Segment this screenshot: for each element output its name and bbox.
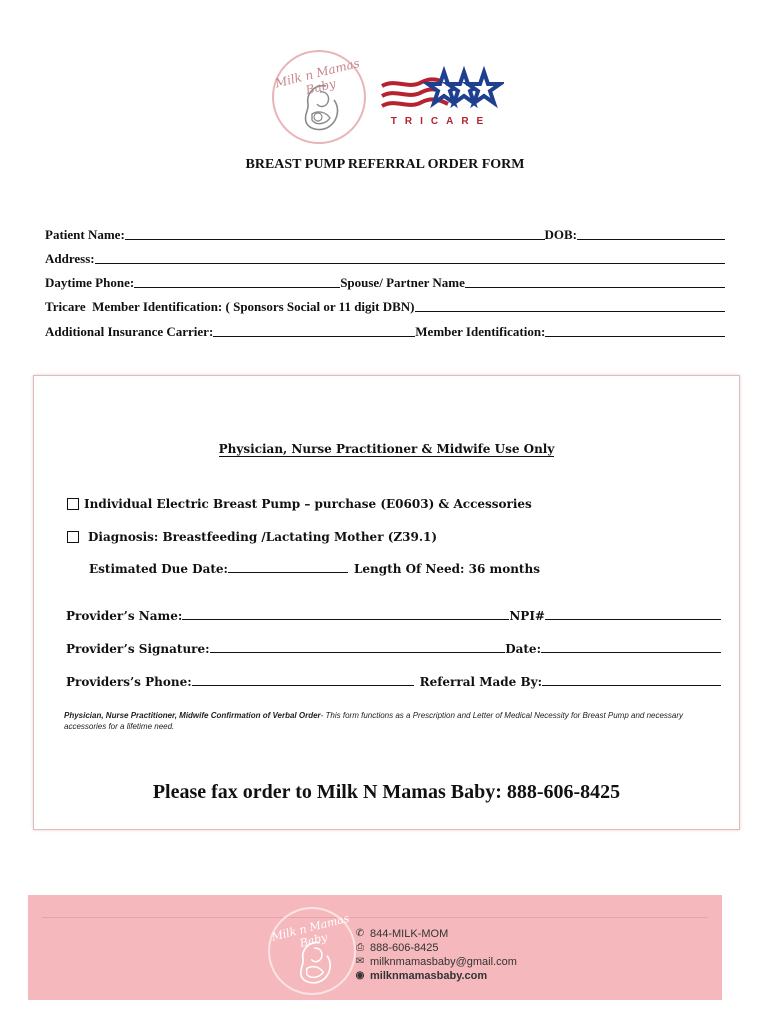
contact-fax-text: 888-606-8425 (370, 942, 439, 954)
globe-icon: ◉ (355, 970, 365, 981)
due-date-label: Estimated Due Date: (89, 562, 228, 576)
provider-name-row (66, 609, 721, 623)
tricare-id-label: Tricare Member Identification: ( Sponsors Social or 11 digit DBN) (45, 299, 415, 314)
date-label: Date: (505, 642, 541, 656)
footer-divider (42, 917, 708, 918)
daytime-phone-field[interactable] (134, 287, 340, 288)
phone-icon: ✆ (355, 928, 365, 939)
provider-name-label: Provider’s Name: (66, 609, 183, 623)
diagnosis-label: Diagnosis: Breastfeeding /Lactating Mother (Z39.1) (88, 530, 438, 544)
due-date-field[interactable] (228, 572, 348, 573)
breast-pump-label: Individual Electric Breast Pump – purchase (E0603) & Accessories (84, 497, 532, 511)
footer-logo-text: Milk n Mamas Baby (270, 911, 351, 950)
provider-name-field[interactable] (182, 619, 509, 620)
insurance-carrier-field[interactable] (213, 336, 415, 337)
provider-phone-field[interactable] (192, 685, 414, 686)
provider-phone-label: Providers’s Phone: (66, 675, 192, 689)
tricare-logo (378, 66, 504, 132)
fax-icon: ⎙ (356, 942, 364, 953)
dob-field[interactable] (577, 239, 725, 240)
referral-made-by-field[interactable] (542, 685, 721, 686)
milk-n-mamas-logo (272, 50, 366, 144)
verbal-order-note (64, 710, 714, 732)
contact-phone-text: 844-MILK-MOM (370, 928, 449, 940)
provider-phone-row (66, 675, 721, 689)
breast-pump-checkbox[interactable] (67, 498, 79, 510)
patient-name-row (45, 225, 725, 243)
mother-baby-icon (296, 82, 346, 134)
member-id-label: Member Identification: (415, 324, 546, 339)
daytime-phone-label: Daytime Phone: (45, 275, 135, 290)
mail-icon: ✉ (355, 956, 365, 967)
contact-email (354, 955, 517, 969)
fax-instruction: Please fax order to Milk N Mamas Baby: 888-606-8425 (152, 781, 621, 803)
spouse-partner-label: Spouse/ Partner Name (340, 275, 465, 290)
date-field[interactable] (541, 652, 721, 653)
referral-made-by-label: Referral Made By: (419, 675, 543, 689)
address-label: Address: (45, 251, 95, 266)
provider-section (33, 375, 740, 830)
dob-label: DOB: (544, 227, 577, 242)
provider-section-title: Physician, Nurse Practitioner & Midwife Use Only (218, 442, 555, 456)
insurance-row (45, 322, 725, 340)
npi-label: NPI# (509, 609, 545, 623)
breast-pump-item (67, 497, 532, 511)
contact-email-text: milknmamasbaby@gmail.com (370, 956, 517, 968)
provider-signature-label: Provider’s Signature: (66, 642, 210, 656)
note-bold-text: Physician, Nurse Practitioner, Midwife Confirmation of Verbal Order (64, 711, 321, 720)
tricare-flag-stars-icon (378, 66, 504, 114)
tricare-id-row (45, 297, 725, 315)
footer-mother-baby-icon (292, 939, 338, 987)
phone-row (45, 273, 725, 291)
address-field[interactable] (95, 263, 725, 264)
contact-phone (354, 927, 517, 941)
contact-website-text: milknmamasbaby.com (370, 970, 488, 982)
spouse-partner-field[interactable] (465, 287, 725, 288)
contact-fax (354, 941, 517, 955)
patient-name-field[interactable] (125, 239, 545, 240)
footer-banner (28, 895, 722, 1000)
tricare-id-field[interactable] (415, 311, 725, 312)
member-id-field[interactable] (545, 336, 725, 337)
footer-contacts (354, 927, 517, 983)
due-date-row (89, 562, 540, 576)
address-row (45, 249, 725, 267)
npi-field[interactable] (545, 619, 721, 620)
provider-signature-field[interactable] (210, 652, 506, 653)
provider-signature-row (66, 642, 721, 656)
contact-website (354, 969, 517, 983)
insurance-carrier-label: Additional Insurance Carrier: (45, 324, 214, 339)
tricare-wordmark: TRICARE (390, 116, 492, 127)
diagnosis-checkbox[interactable] (67, 531, 79, 543)
logo-brand-text: Milk n Mamas Baby (273, 55, 362, 98)
diagnosis-item (67, 530, 437, 544)
footer-logo (268, 907, 356, 995)
note-text: - This form functions as a Prescription and Letter of Medical Necessity for Breast Pump and necessary accessories for a lifetime need. (64, 711, 684, 731)
form-title: BREAST PUMP REFERRAL ORDER FORM (245, 157, 525, 172)
patient-name-label: Patient Name: (45, 227, 125, 242)
length-of-need: Length Of Need: 36 months (353, 562, 540, 576)
